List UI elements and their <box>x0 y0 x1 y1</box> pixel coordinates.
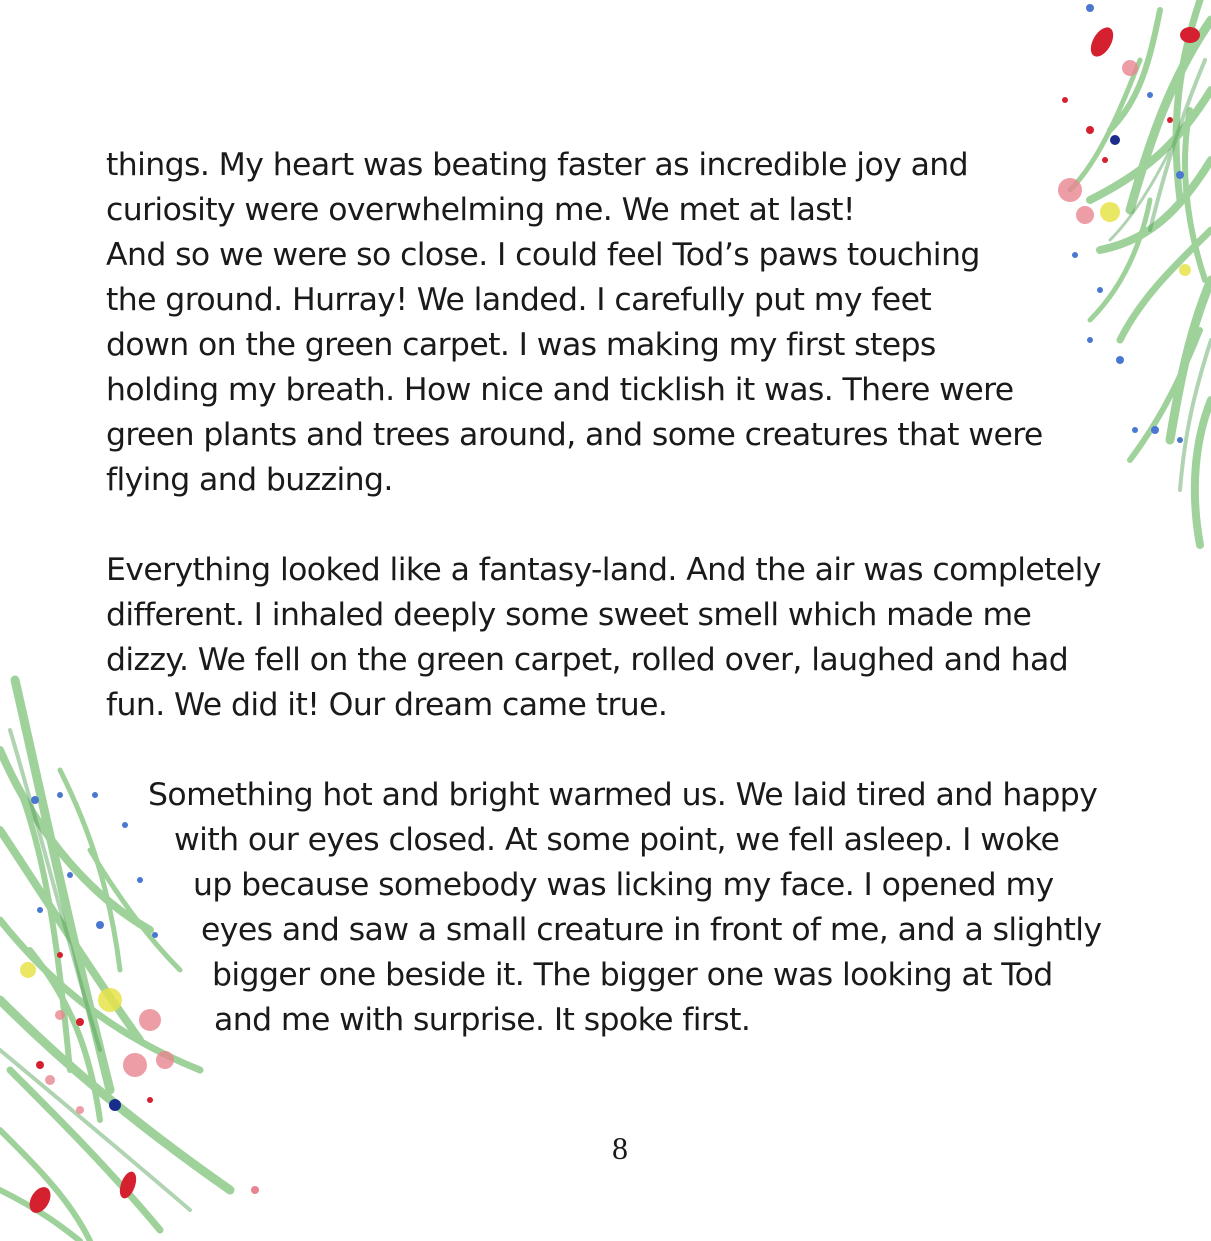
watercolor-foliage-top-right <box>1030 0 1211 560</box>
paragraph-1-line-5: down on the green carpet. I was making my first steps <box>106 327 936 363</box>
paragraph-1-line-6: holding my breath. How nice and ticklish it was. There were <box>106 372 1014 408</box>
paragraph-1-line-3: And so we were so close. I could feel Tod’s paws touching <box>106 237 980 273</box>
paragraph-2-line-2: different. I inhaled deeply some sweet smell which made me <box>106 597 1032 633</box>
paragraph-3-line-1: Something hot and bright warmed us. We laid tired and happy <box>148 777 1098 813</box>
paragraph-3-line-5: bigger one beside it. The bigger one was looking at Tod <box>212 957 1053 993</box>
paragraph-3-line-3: up because somebody was licking my face. I opened my <box>193 867 1054 903</box>
page-number: 8 <box>612 1130 628 1166</box>
paragraph-1-line-2: curiosity were overwhelming me. We met at last! <box>106 192 855 228</box>
paragraph-2-line-1: Everything looked like a fantasy-land. And the air was completely <box>106 552 1101 588</box>
paragraph-2-line-4: fun. We did it! Our dream came true. <box>106 687 668 723</box>
paragraph-1-line-1: things. My heart was beating faster as incredible joy and <box>106 147 969 183</box>
paragraph-2-line-3: dizzy. We fell on the green carpet, rolled over, laughed and had <box>106 642 1069 678</box>
paragraph-3-line-2: with our eyes closed. At some point, we fell asleep. I woke <box>174 822 1060 858</box>
paragraph-1-line-7: green plants and trees around, and some creatures that were <box>106 417 1043 453</box>
paragraph-3-line-6: and me with surprise. It spoke first. <box>214 1002 751 1038</box>
paragraph-1-line-8: flying and buzzing. <box>106 462 393 498</box>
paragraph-3-line-4: eyes and saw a small creature in front of me, and a slightly <box>201 912 1102 948</box>
paragraph-1-line-4: the ground. Hurray! We landed. I carefully put my feet <box>106 282 932 318</box>
